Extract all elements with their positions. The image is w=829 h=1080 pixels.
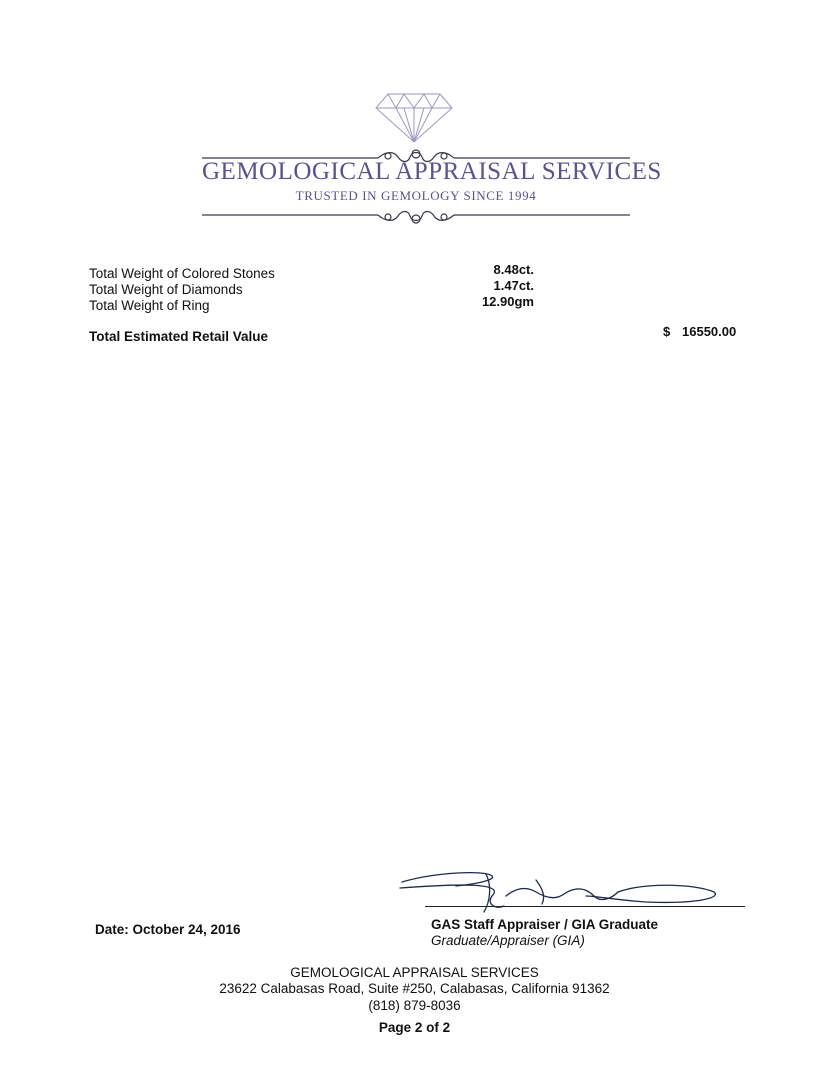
colored-stones-weight-value: 8.48ct. [493, 262, 534, 277]
brand-title: GEMOLOGICAL APPRAISAL SERVICES [202, 158, 662, 185]
appraisal-date: Date: October 24, 2016 [95, 922, 241, 937]
signature-image [396, 866, 726, 921]
diamond-icon [374, 92, 454, 149]
ring-weight-label: Total Weight of Ring [89, 298, 210, 313]
colored-stones-weight-label: Total Weight of Colored Stones [89, 266, 275, 281]
footer-phone: (818) 879-8036 [368, 998, 461, 1013]
diamonds-weight-label: Total Weight of Diamonds [89, 282, 243, 297]
footer-company-name: GEMOLOGICAL APPRAISAL SERVICES [290, 965, 539, 980]
appraiser-title: GAS Staff Appraiser / GIA Graduate [431, 917, 659, 932]
appraiser-subtitle: Graduate/Appraiser (GIA) [431, 933, 585, 948]
total-retail-value: 16550.00 [682, 324, 737, 339]
brand-tagline: TRUSTED IN GEMOLOGY SINCE 1994 [295, 188, 537, 203]
currency-symbol: $ [663, 324, 671, 339]
page-number: Page 2 of 2 [378, 1020, 451, 1035]
ornamental-rule-bottom [202, 205, 630, 232]
diamonds-weight-value: 1.47ct. [493, 278, 534, 293]
ring-weight-value: 12.90gm [481, 294, 534, 309]
signature-line [425, 906, 745, 907]
total-retail-value-label: Total Estimated Retail Value [89, 329, 269, 344]
footer-address: 23622 Calabasas Road, Suite #250, Calabasas, California 91362 [219, 981, 610, 996]
